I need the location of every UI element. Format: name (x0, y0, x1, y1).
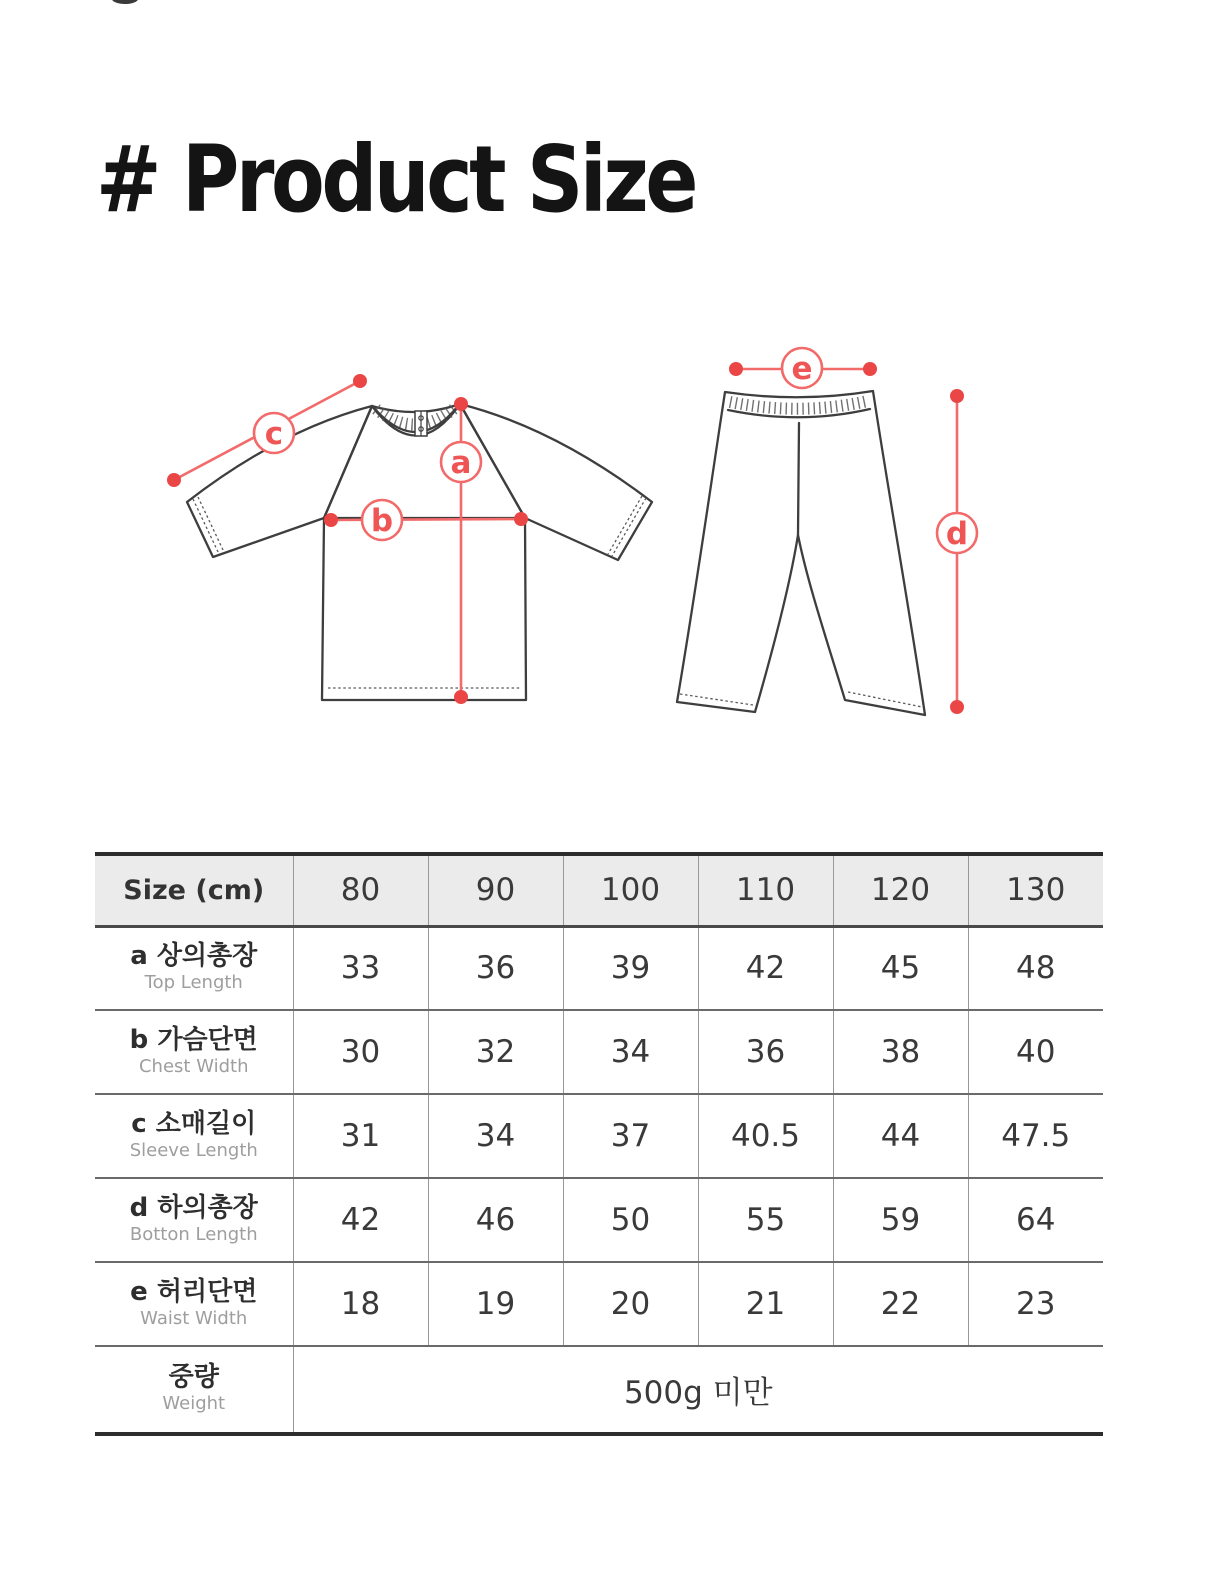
cell-value: 31 (293, 1094, 428, 1178)
row-label-sleeve-length: c 소매길이 Sleeve Length (95, 1094, 293, 1178)
cell-value: 34 (428, 1094, 563, 1178)
row-label-top-length: a 상의총장 Top Length (130, 941, 258, 993)
cell-value: 37 (563, 1094, 698, 1178)
cell-value: 22 (833, 1262, 968, 1346)
cell-value: 36 (428, 926, 563, 1010)
cell-value: 47.5 (968, 1094, 1103, 1178)
header-size-110: 110 (698, 854, 833, 926)
measure-d (937, 389, 977, 714)
cell-value: 30 (293, 1010, 428, 1094)
pants-outline (677, 391, 925, 715)
shirt-illustration (187, 404, 652, 700)
table-row-sleeve-length (95, 1094, 1103, 1178)
cell-value: 55 (698, 1178, 833, 1262)
weight-value-cell: 500g 미만 (293, 1346, 1103, 1434)
cell-value: 23 (968, 1262, 1103, 1346)
cell-value: 46 (428, 1178, 563, 1262)
header-size-90: 90 (428, 854, 563, 926)
cell-value: 32 (428, 1010, 563, 1094)
shirt-placket (415, 411, 427, 436)
measure-e (729, 348, 877, 388)
measure-e-label: e (791, 351, 813, 387)
cell-value: 48 (968, 926, 1103, 1010)
size-table-container (95, 852, 1103, 1436)
cell-value: 42 (698, 926, 833, 1010)
cell-value: 42 (293, 1178, 428, 1262)
page-title: # Product Size (96, 126, 696, 233)
cell-value: 20 (563, 1262, 698, 1346)
cropped-artifact (112, 0, 138, 4)
cell-value: 64 (968, 1178, 1103, 1262)
row-label-waist-width: e 허리단면 Waist Width (95, 1262, 293, 1346)
cell-value: 19 (428, 1262, 563, 1346)
header-size-80: 80 (293, 854, 428, 926)
table-row-chest-width (95, 1010, 1103, 1094)
measure-d-label: d (945, 516, 969, 552)
pants-illustration (677, 391, 925, 715)
cell-value: 36 (698, 1010, 833, 1094)
cell-value: 50 (563, 1178, 698, 1262)
header-size-100: 100 (563, 854, 698, 926)
cell-value: 18 (293, 1262, 428, 1346)
table-row-top-length (95, 926, 1103, 1010)
cell-value: 21 (698, 1262, 833, 1346)
shirt-body (322, 518, 526, 700)
header-row (95, 854, 1103, 926)
cell-value: 33 (293, 926, 428, 1010)
cell-value: 45 (833, 926, 968, 1010)
size-diagram (100, 330, 1160, 760)
table-row-weight (95, 1346, 1103, 1434)
row-label-chest-width: b 가슴단면 Chest Width (95, 1010, 293, 1094)
size-table (95, 852, 1103, 1436)
table-row-waist-width (95, 1262, 1103, 1346)
measure-a-label: a (450, 445, 472, 481)
measure-b-label: b (370, 503, 394, 539)
header-size-120: 120 (833, 854, 968, 926)
cell-value: 34 (563, 1010, 698, 1094)
cell-value: 40.5 (698, 1094, 833, 1178)
cell-value: 59 (833, 1178, 968, 1262)
cell-value: 38 (833, 1010, 968, 1094)
cell-value: 39 (563, 926, 698, 1010)
cell-value: 40 (968, 1010, 1103, 1094)
measure-c-label: c (264, 416, 284, 452)
row-label-bottom-length: d 하의총장 Botton Length (95, 1178, 293, 1262)
header-size-130: 130 (968, 854, 1103, 926)
cell-value: 44 (833, 1094, 968, 1178)
row-label-weight: 중량 Weight (95, 1346, 293, 1434)
table-row-bottom-length (95, 1178, 1103, 1262)
header-size-label: Size (cm) (95, 854, 293, 926)
